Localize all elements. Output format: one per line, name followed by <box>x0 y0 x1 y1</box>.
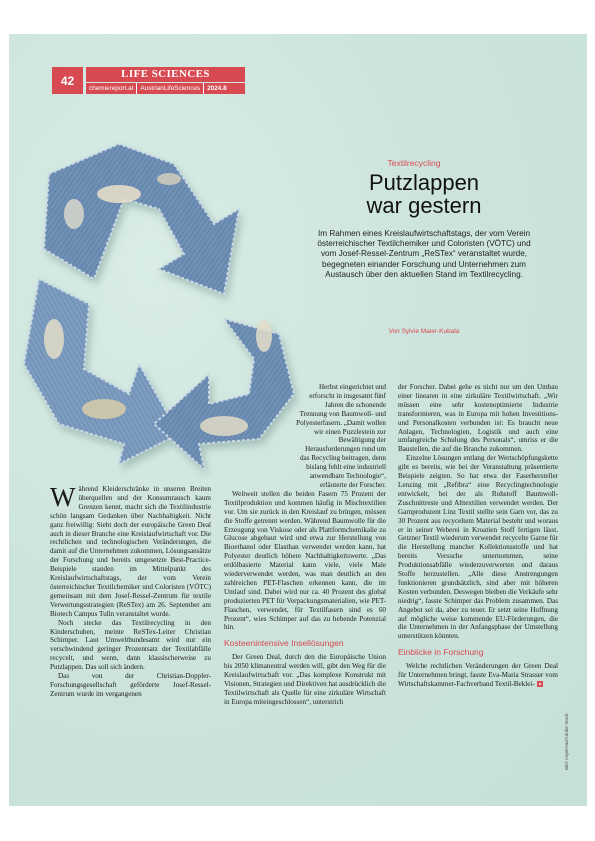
page-number: 42 <box>52 67 83 94</box>
section-title: LIFE SCIENCES <box>86 67 245 82</box>
subheading: Kosteenintensive Insellösungen <box>224 638 344 649</box>
text-column-3 <box>398 383 558 689</box>
paragraph <box>398 662 558 689</box>
title-line: war gestern <box>366 193 482 218</box>
paragraph: Einzelne Lösungen entlang der Wertschöpfungskette gibt es bereits, wie bei der Veranstaltung präsentierte Beispiele zeigten. So hat etwa der Faserhersteller Lenzing mit „Refibra“ eine Recyclingtechnologie entwickelt, bei der als Rohstoff Baumwoll-Zuschnittreste und Alttextilien verwendet werden. Der Garnproduzent Linz Textil stellte sein Garn vor, das zu 30 Prozent aus recyceltem Material besteht und woraus er in seiner Weberei in Kroatien Stoff fertigen lässt. Getzner Textil wiederum verwendet recycelte Garne für die Herstellung mancher Kollektionsstoffe und hat bereits Versuche unternommen, seine Produktionsabfälle wiederzuverwerten und daraus Stoffe herzustellen. „Alle diese Anstrengungen funktionieren grundsätzlich, sind aber mit höheren Kosten verbunden. Deswegen bleiben die Verkäufe sehr niedrig“, fasste Schimper das Problem zusammen. Das Angebot sei da, aber zu teuer. Er setzt seine Hoffnung auf mögliche weise kommende EU-Förderungen, die die Unternehmen in der Anfangsphase der Umstellung unterstützen könnten. <box>398 454 558 641</box>
paragraph: der Forscher. Dabei gehe es nicht nur um den Umbau einer linearen in eine zirkuläre Textilwirtschaft. „Wir müssen eine sehr kostenoptimierte Industrie transformieren, was in Europa mit hohen Investitions- und Personalkosten verbunden ist: Es braucht neue Anlagen, Technologien, Logistik und auch eine umfangreiche Schulung des Personals“, umriss er die Baustellen, die auf die Branche zukommen. <box>398 383 558 454</box>
magazine-page <box>9 34 587 806</box>
text-column-2 <box>224 383 386 707</box>
article-byline: Von Sylvie Maier-Kubala <box>388 328 460 335</box>
header-sub-item: 2024.8 <box>207 85 227 92</box>
paragraph: Das von der Christian-Doppler-Forschungsgesellschaft geförderte Josef-Ressel-Zentrum wurde im vergangenen <box>50 672 211 698</box>
article-kicker: Textilrecycling <box>387 158 441 168</box>
article-title <box>309 171 539 217</box>
paragraph: Noch stecke das Textilrecycling in den Kinderschuhen, meinte ReSTex-Leiter Christian Schimper. Laut Umweltbundesamt wird nur ein verschwindend geringer Prozentsatz der Textilabfälle recycelt, und wenn, dann klassischerweise zu Putzlappen. Das soll sich ändern. <box>50 618 211 672</box>
article-lead: Im Rahmen eines Kreislaufwirtschaftstags, der vom Verein österreichischer Textilchemiker und Coloristen (VÖTC) und vom Josef-Ressel-Zentrum „ReSTex“ veranstaltet wurde, begegneten einander Forschung und Unternehmen zum Austausch über den aktuellen Stand im Textilrecycling. <box>317 229 531 279</box>
continue-arrow-icon <box>537 681 543 687</box>
text-column-1 <box>50 482 211 699</box>
paragraph: Der Green Deal, durch den die Europäische Union bis 2050 klimaneutral werden will, gibt den Weg für die Kreislaufwirtschaft vor. „Das komplexe Konstrukt mit Visionen, Strategien und Direktiven hat ausdrücklich die Textilwirtschaft als Quelle für eine zirkuläre Wirtschaft in Europa miteingeschlossen“, unterstrich <box>224 653 386 706</box>
paragraph: Weltweit stellen die beiden Fasern 75 Prozent der Textilproduktion und kommen häufig in Mischtextilien vor. Um sie zurück in den Kreislauf zu bringen, müssen die Stoffe getrennt werden. Während Baumwolle für die Erzeugung von Viskose oder als Plattformchemikalie zu Glucose abgebaut wird und etwa zur Herstellung von Bioethanol oder Elasthan verwendet werden kann, hat Polyester deutlich höhere Nachhaltigkeitswerte. „Das erdölbasierte Material kann viele, viele Male wiederverwendet werden, was man deutlich an den zahlreichen PET-Flaschen erkennen kann, die im Umlauf sind. Dabei wird nur ca. 40 Prozent des global produzierten PET für Verpackungsmaterialien, wie PET-Flaschen, verwendet, für Textilfasern sind es 60 Prozent“, wies Schimper auf das zu hebende Potenzial hin. <box>224 489 386 632</box>
header-sub-item: chemiereport.at <box>86 83 137 94</box>
paragraph-text: Welche rechtlichen Veränderungen der Green Deal für Unternehmen bringt, fasste Eva-Maria Strasser vom Wirtschaftskammer-Fachverband Textil-Beklei- <box>398 662 558 689</box>
title-line: Putzlappen <box>368 170 480 195</box>
subheading: Einblicke in Forschung <box>398 647 484 658</box>
image-credit: Bild: Aspernaz/Adobe Stock <box>564 713 569 770</box>
drop-cap: W <box>50 482 76 512</box>
paragraph: ährend Kleiderschränke in unseren Breiten überquellen und der Konsumrausch kaum Grenzen kennt, macht sich die Textilindustrie schön langsam Gedanken über Nachhaltigkeit. Nicht ganz freiwillig: Sieht doch der europäische Green Deal auch in dieser Branche eine Kreislaufwirtschaft vor. Die rechtlichen und technologischen Veränderungen, die damit auf die Unternehmen zukommen, Lösungsansätze der Forschung und bereits umgesetzte Best-Practice-Beispiele standen im Mittelpunkt des Kreislaufwirtschaftstags, der vom Verein österreichischer Textilchemiker und Coloristen (VÖTC) gemeinsam mit dem Josef-Ressel-Zentrum für textile Verwertungsstrategien (ReSTex) am 26. September am Biotech Campus Tulln veranstaltet wurde. <box>50 485 211 618</box>
header-sub-item: AustrianLifeSciences <box>137 83 204 94</box>
paragraph: Herbst eingerichtet und erforscht in insgesamt fünf Jahren die schonende Trennung von Baumwoll- und Polyesterfasern. „Damit wollen wir einen Puzzlestein zur Bewältigung der Herausforderungen rund um das Recycling beitragen, denn bislang fehlt eine industriell anwendbare Technologie“, erläuterte der Forscher. <box>296 383 386 489</box>
section-subheader <box>86 83 245 94</box>
